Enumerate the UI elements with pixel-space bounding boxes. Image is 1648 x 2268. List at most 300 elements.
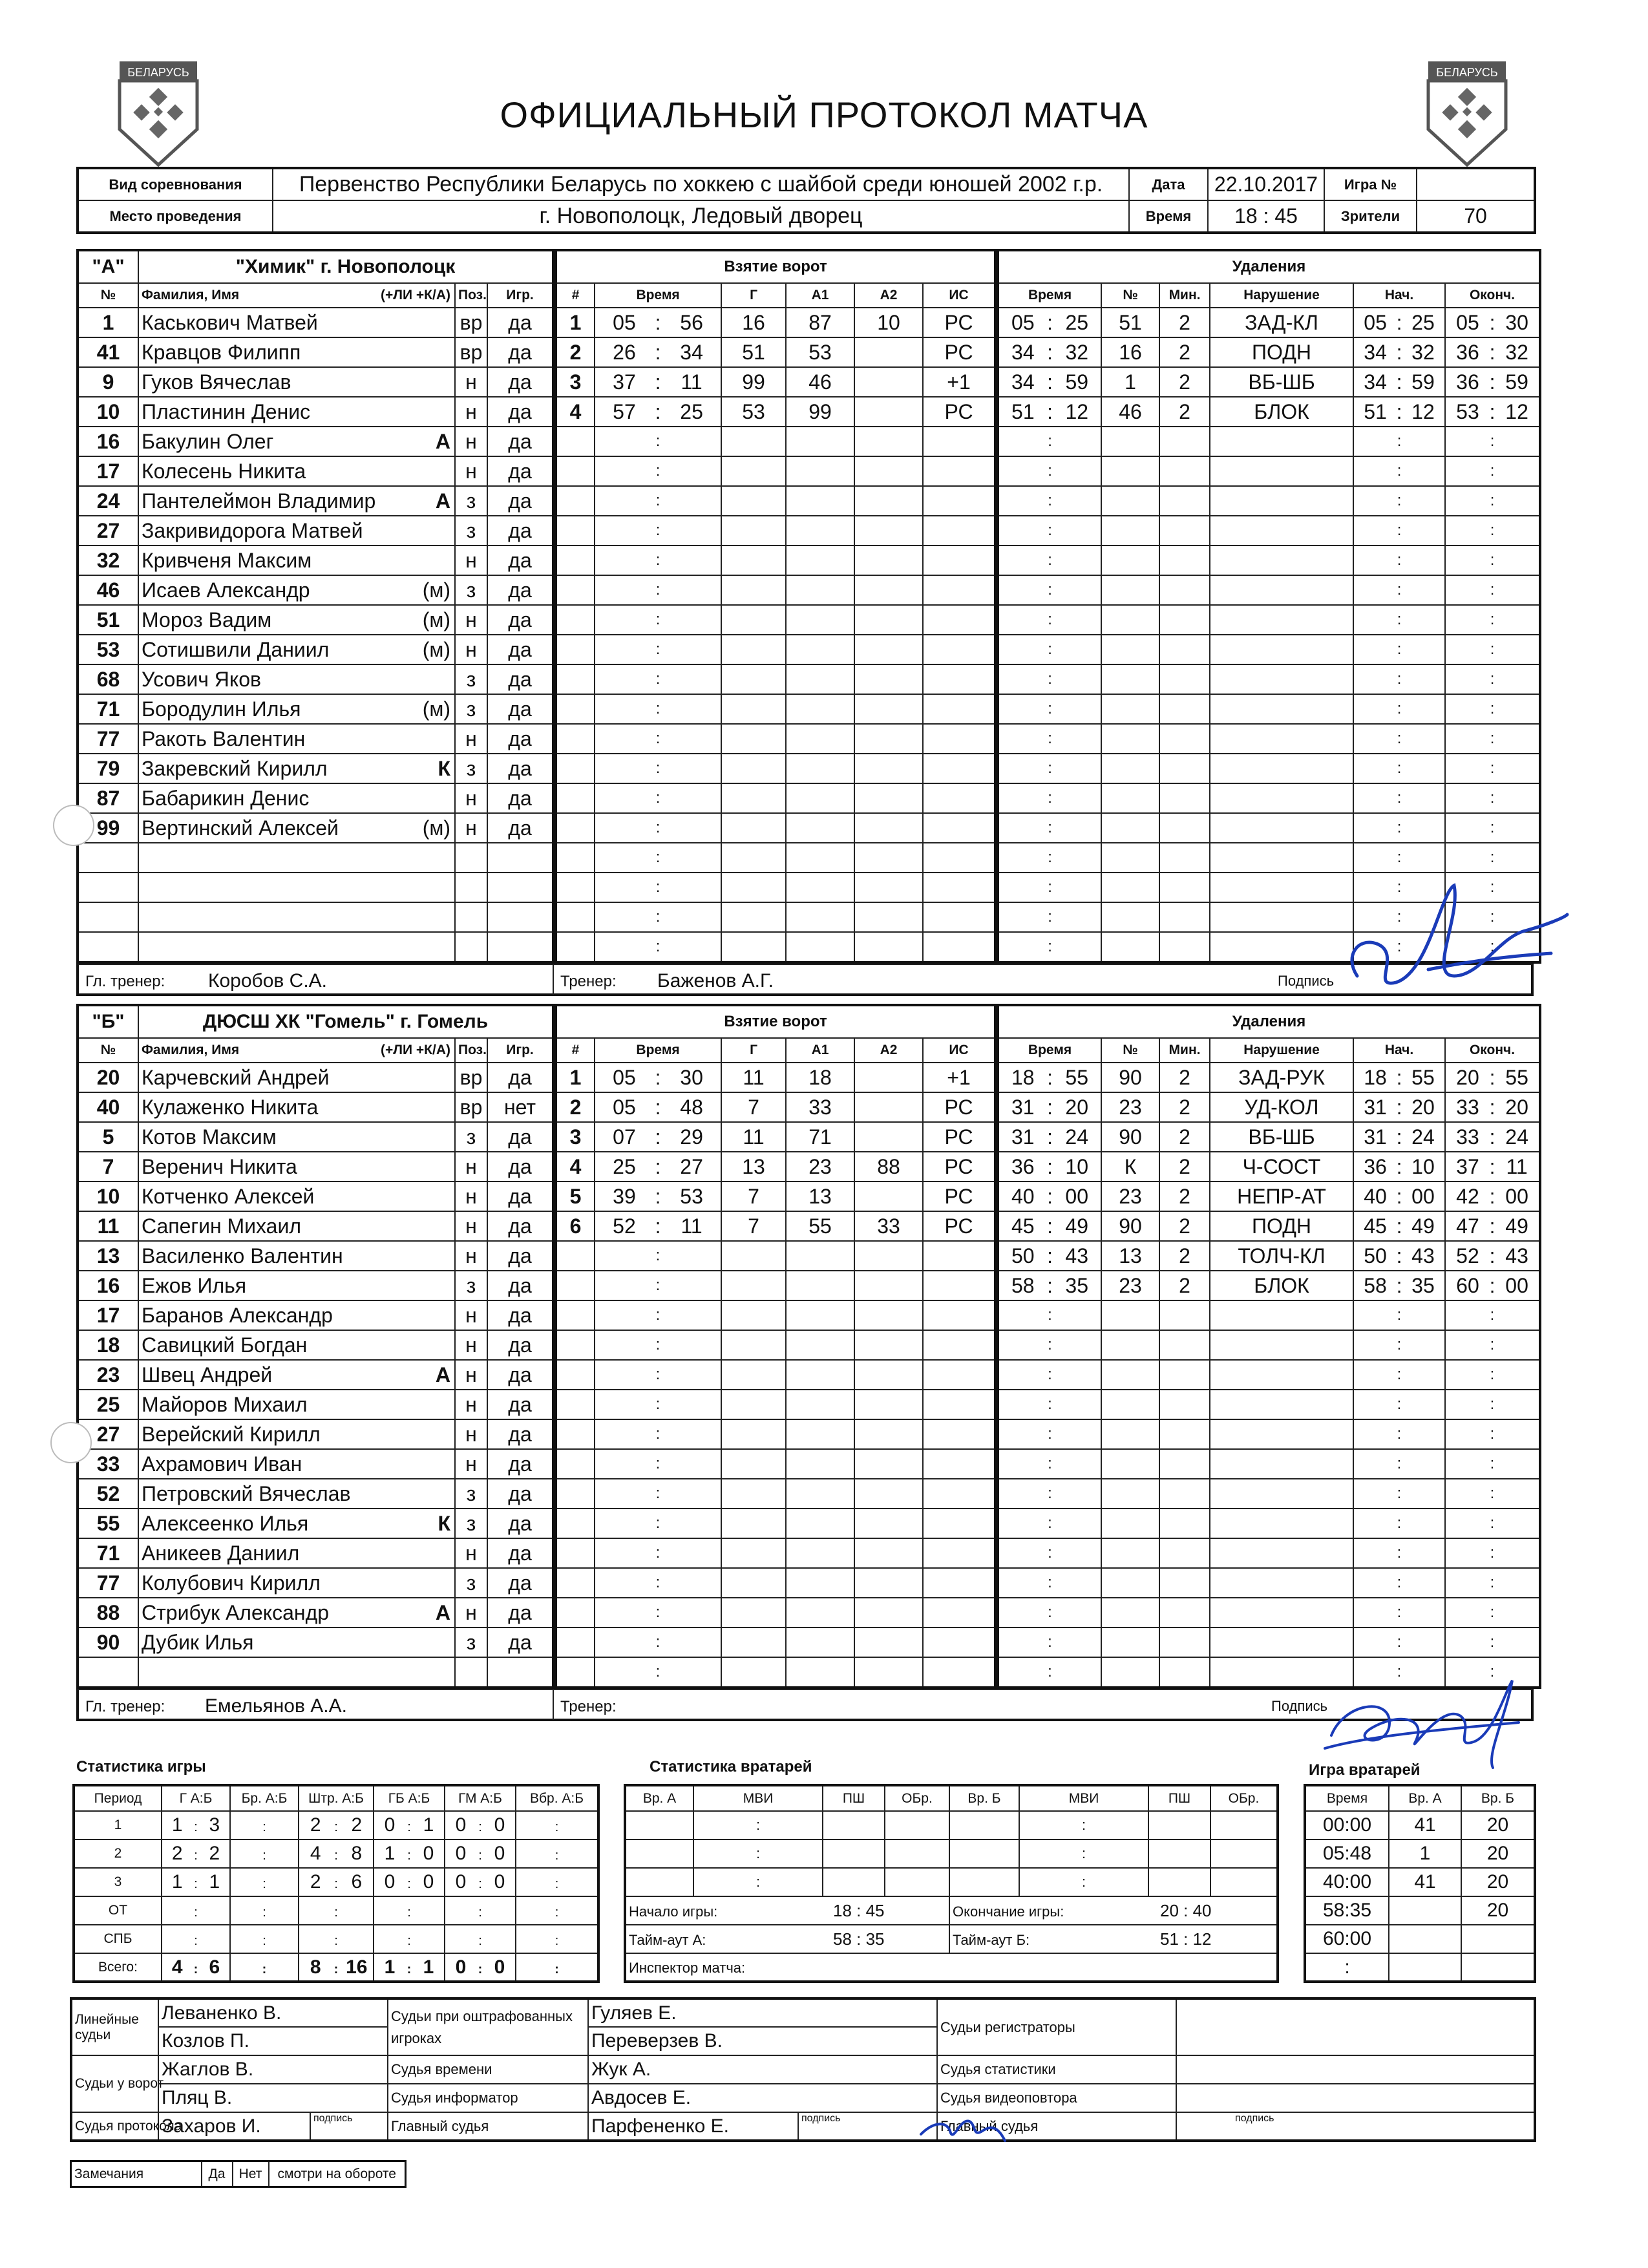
- goal-assist-1: [786, 1538, 854, 1568]
- penalty-time: [998, 1241, 1101, 1271]
- penalty-time: :: [998, 1627, 1101, 1657]
- penalty-minutes: [1159, 1657, 1210, 1688]
- player-name: [138, 694, 455, 724]
- goal-judge-1: Жаглов В.: [158, 2055, 388, 2084]
- penalty-player: [1101, 1538, 1159, 1568]
- goalie-stats-cell: :: [693, 1868, 823, 1896]
- team-a-value: 1: [384, 1956, 396, 1978]
- goalie-stats-cell: [1148, 1868, 1210, 1896]
- goal-time: [595, 337, 721, 367]
- penalty-infraction: [1210, 1419, 1353, 1449]
- penalty-end: :: [1445, 635, 1540, 664]
- penalty-player: [1101, 605, 1159, 635]
- seconds: 49: [1411, 1214, 1435, 1238]
- player-name: [138, 367, 455, 397]
- minutes: 26: [613, 340, 636, 364]
- time-colon: :: [1396, 399, 1402, 423]
- team-b-value: 2: [209, 1843, 220, 1864]
- player-flag: (м): [422, 608, 450, 631]
- penalty-minutes: 2: [1159, 397, 1210, 427]
- game-stats-row: [74, 1896, 598, 1925]
- penalty-start: :: [1353, 843, 1445, 873]
- player-played: да: [487, 783, 553, 813]
- player-position: н: [455, 813, 487, 843]
- player-number: 33: [78, 1449, 138, 1479]
- col-played: Игр.: [487, 283, 553, 308]
- period-value: [299, 1839, 374, 1868]
- player-position: н: [455, 1211, 487, 1241]
- penalty-player: [1101, 783, 1159, 813]
- player-position: н: [455, 1241, 487, 1271]
- penalty-player: [1101, 1568, 1159, 1598]
- player-name: [138, 1419, 455, 1449]
- col-no: №: [78, 283, 138, 308]
- seconds: 11: [1506, 1154, 1528, 1178]
- goalie-b: 20: [1461, 1839, 1535, 1868]
- roster-row: [78, 367, 553, 397]
- penalty-end: :: [1445, 1538, 1540, 1568]
- player-name: [138, 1360, 455, 1390]
- goal-scorer: 99: [721, 367, 786, 397]
- minutes: 36: [1364, 1154, 1387, 1178]
- game-stats-table: [72, 1784, 600, 1983]
- penalty-start: [1353, 308, 1445, 337]
- goal-time: :: [595, 1538, 721, 1568]
- penalty-end: :: [1445, 1598, 1540, 1627]
- goal-assist-2: [854, 1419, 923, 1449]
- officials-table: [70, 1997, 1536, 2142]
- penalty-minutes: [1159, 575, 1210, 605]
- penalty-minutes: [1159, 932, 1210, 962]
- penalty-row: [998, 724, 1540, 754]
- penalty-infraction: БЛОК: [1210, 1271, 1353, 1300]
- penalty-start: :: [1353, 635, 1445, 664]
- col-pen-start: Нач.: [1353, 1038, 1445, 1063]
- goalie-stats-title: Статистика вратарей: [650, 1758, 812, 1775]
- player-number: 20: [78, 1063, 138, 1092]
- player-played: да: [487, 1300, 553, 1330]
- goal-index: [556, 813, 595, 843]
- goal-scorer: [721, 1627, 786, 1657]
- timeout-a-label: Тайм-аут А:: [629, 1931, 706, 1948]
- remarks-yes[interactable]: Да: [202, 2161, 233, 2187]
- goal-assist-2: [854, 605, 923, 635]
- col-goal-idx: #: [556, 283, 595, 308]
- registrars-label: Судьи регистраторы: [937, 1998, 1176, 2055]
- referee2-label: Главный судья: [937, 2112, 1176, 2141]
- team-a-coach-label: Тренер:: [560, 973, 617, 990]
- goal-strength: РС: [923, 1122, 995, 1152]
- goal-row: [556, 367, 995, 397]
- competition-label: Вид соревнования: [78, 168, 273, 200]
- goal-index: [556, 1657, 595, 1688]
- player-name-text: Петровский Вячеслав: [142, 1481, 351, 1505]
- penalty-end: [1445, 367, 1540, 397]
- seconds: 32: [1505, 340, 1528, 364]
- goal-time: :: [595, 486, 721, 516]
- penalty-time: :: [998, 694, 1101, 724]
- col-pos: Поз.: [455, 283, 487, 308]
- time-colon: :: [1489, 1154, 1495, 1178]
- goalie-b: 20: [1461, 1868, 1535, 1896]
- penalty-row: [998, 605, 1540, 635]
- goal-row: [556, 1390, 995, 1419]
- colon: :: [334, 1849, 338, 1863]
- penalty-end: :: [1445, 932, 1540, 962]
- announcer-label: Судья информатор: [388, 2084, 588, 2112]
- penalty-row: [998, 1152, 1540, 1182]
- minutes: 58: [1011, 1273, 1035, 1297]
- venue-label: Место проведения: [78, 200, 273, 233]
- penalty-time: :: [998, 1300, 1101, 1330]
- penalty-end: :: [1445, 1509, 1540, 1538]
- goal-assist-2: [854, 1657, 923, 1688]
- penalty-row: [998, 1063, 1540, 1092]
- player-position: [455, 873, 487, 902]
- penalty-start: [1353, 1241, 1445, 1271]
- goalie-a: 1: [1389, 1839, 1461, 1868]
- goal-assist-1: [786, 902, 854, 932]
- penalty-time: :: [998, 724, 1101, 754]
- team-a-value: 0: [384, 1871, 396, 1892]
- goalie-stats-cell: [885, 1811, 949, 1839]
- player-name: [138, 337, 455, 367]
- penalty-row: [998, 308, 1540, 337]
- goal-assist-2: [854, 783, 923, 813]
- penalty-start: :: [1353, 1419, 1445, 1449]
- penalty-end: :: [1445, 694, 1540, 724]
- goal-row: [556, 843, 995, 873]
- time-colon: :: [1489, 399, 1495, 423]
- goal-assist-1: [786, 1568, 854, 1598]
- penalty-end: [1445, 1152, 1540, 1182]
- game-stats-row: [74, 1839, 598, 1868]
- goal-assist-1: [786, 575, 854, 605]
- penalty-infraction: [1210, 1449, 1353, 1479]
- goal-scorer: [721, 427, 786, 456]
- goal-assist-1: 99: [786, 397, 854, 427]
- penalty-start: :: [1353, 605, 1445, 635]
- colon: :: [407, 1962, 412, 1977]
- penalty-infraction: [1210, 516, 1353, 546]
- penalty-start: [1353, 1122, 1445, 1152]
- penalty-minutes: [1159, 754, 1210, 783]
- time-colon: :: [1396, 1125, 1402, 1149]
- player-name-text: Бородулин Илья: [142, 697, 301, 721]
- player-position: н: [455, 724, 487, 754]
- referee2-sign-label: подпись: [1176, 2112, 1535, 2141]
- player-number: 9: [78, 367, 138, 397]
- player-name: [138, 575, 455, 605]
- goal-strength: [923, 1271, 995, 1300]
- goal-scorer: [721, 783, 786, 813]
- player-name: [138, 902, 455, 932]
- period-value: [516, 1925, 598, 1953]
- remarks-no[interactable]: Нет: [233, 2161, 269, 2187]
- goal-row: [556, 575, 995, 605]
- period-value: [162, 1896, 230, 1925]
- player-played: да: [487, 1152, 553, 1182]
- player-name-text: Колесень Никита: [142, 459, 306, 483]
- penalty-start: [1353, 337, 1445, 367]
- team-b-value: 0: [494, 1814, 505, 1836]
- player-name: [138, 397, 455, 427]
- goal-assist-1: [786, 813, 854, 843]
- goalie-a: 41: [1389, 1868, 1461, 1896]
- player-played: да: [487, 664, 553, 694]
- goal-time: :: [595, 902, 721, 932]
- player-name-text: Стрибук Александр: [142, 1600, 330, 1624]
- minutes: 31: [1364, 1125, 1387, 1149]
- penalty-minutes: [1159, 1449, 1210, 1479]
- player-number: 17: [78, 1300, 138, 1330]
- remarks-table: [70, 2160, 407, 2188]
- penalty-end: :: [1445, 813, 1540, 843]
- roster-row: [78, 694, 553, 724]
- penalty-time: :: [998, 1598, 1101, 1627]
- goal-assist-2: [854, 754, 923, 783]
- goal-scorer: [721, 664, 786, 694]
- goalie-stats-row: [625, 1839, 1278, 1868]
- minutes: 05: [613, 310, 636, 334]
- penalty-minutes: [1159, 1300, 1210, 1330]
- player-name: [138, 1122, 455, 1152]
- penalty-end: :: [1445, 1300, 1540, 1330]
- goal-assist-2: [854, 1271, 923, 1300]
- goal-time: :: [595, 783, 721, 813]
- player-position: [455, 1657, 487, 1688]
- player-position: [455, 932, 487, 962]
- time-colon: :: [1489, 1095, 1495, 1119]
- player-number: 46: [78, 575, 138, 605]
- goal-strength: РС: [923, 1182, 995, 1211]
- team-b-value: 1: [423, 1814, 434, 1836]
- goal-scorer: [721, 813, 786, 843]
- time-colon: :: [655, 1095, 661, 1119]
- penalty-player: [1101, 546, 1159, 575]
- penalty-judge-1: Гуляев Е.: [588, 1998, 937, 2027]
- player-name-text: Ракоть Валентин: [142, 726, 306, 750]
- goal-row: [556, 694, 995, 724]
- roster-row: [78, 1063, 553, 1092]
- goal-assist-1: [786, 1360, 854, 1390]
- player-position: н: [455, 1330, 487, 1360]
- goalie-play-row: [1305, 1925, 1535, 1953]
- remarks-label: Замечания: [71, 2161, 202, 2187]
- seconds: 35: [1411, 1273, 1435, 1297]
- penalty-minutes: [1159, 427, 1210, 456]
- roster-row: [78, 1538, 553, 1568]
- time-colon: :: [655, 399, 661, 423]
- player-number: [78, 1657, 138, 1688]
- roster-row: [78, 873, 553, 902]
- player-played: да: [487, 694, 553, 724]
- goal-assist-2: [854, 1300, 923, 1330]
- roster-row: [78, 1568, 553, 1598]
- penalty-row: [998, 516, 1540, 546]
- player-name-text: Алексеенко Илья: [142, 1511, 309, 1535]
- goal-strength: РС: [923, 308, 995, 337]
- period-value: [230, 1925, 299, 1953]
- goal-index: [556, 1241, 595, 1271]
- period-label: СПБ: [74, 1925, 162, 1953]
- penalty-infraction: [1210, 1479, 1353, 1509]
- penalty-start: :: [1353, 932, 1445, 962]
- player-name: [138, 664, 455, 694]
- penalty-row: [998, 1271, 1540, 1300]
- penalty-infraction: [1210, 546, 1353, 575]
- period-value: [445, 1953, 516, 1982]
- goalie-play-title: Игра вратарей: [1309, 1761, 1421, 1779]
- announcer: Авдосев Е.: [588, 2084, 937, 2112]
- goal-strength: РС: [923, 397, 995, 427]
- goal-assist-1: 55: [786, 1211, 854, 1241]
- player-name-text: Гуков Вячеслав: [142, 370, 291, 394]
- player-name-text: Бабарикин Денис: [142, 786, 310, 810]
- penalty-player: [1101, 1419, 1159, 1449]
- colon: :: [262, 1905, 266, 1920]
- player-name: [138, 1568, 455, 1598]
- goal-assist-1: [786, 754, 854, 783]
- penalty-end: [1445, 1122, 1540, 1152]
- player-number: 10: [78, 397, 138, 427]
- goal-assist-2: [854, 1360, 923, 1390]
- penalty-infraction: ВБ-ШБ: [1210, 1122, 1353, 1152]
- goal-assist-2: [854, 1568, 923, 1598]
- period-value: [162, 1811, 230, 1839]
- penalty-start: :: [1353, 1449, 1445, 1479]
- penalty-end: :: [1445, 1419, 1540, 1449]
- player-name: [138, 1509, 455, 1538]
- player-name-text: Аникеев Даниил: [142, 1541, 300, 1565]
- seconds: 12: [1065, 399, 1089, 423]
- seconds: 11: [681, 1214, 703, 1238]
- goal-assist-2: [854, 1122, 923, 1152]
- penalty-start: :: [1353, 1657, 1445, 1688]
- goalie-stats-cell: [885, 1868, 949, 1896]
- penalty-player: [1101, 516, 1159, 546]
- player-played: да: [487, 1241, 553, 1271]
- player-name: [138, 1152, 455, 1182]
- roster-row: [78, 308, 553, 337]
- remarks-see-back: смотри на обороте: [269, 2161, 406, 2187]
- player-position: вр: [455, 337, 487, 367]
- colon: :: [334, 1905, 338, 1920]
- penalty-player: [1101, 1479, 1159, 1509]
- minutes: 33: [1456, 1095, 1479, 1119]
- period-value: [374, 1953, 445, 1982]
- player-position: [455, 902, 487, 932]
- goal-assist-1: [786, 932, 854, 962]
- penalty-player: [1101, 1300, 1159, 1330]
- penalty-end: :: [1445, 1390, 1540, 1419]
- time-colon: :: [1047, 370, 1053, 394]
- player-name: [138, 635, 455, 664]
- player-name-text: Кривченя Максим: [142, 548, 312, 572]
- goal-assist-2: [854, 1627, 923, 1657]
- minutes: 34: [1011, 340, 1035, 364]
- penalty-end: [1445, 1063, 1540, 1092]
- game-stats-col: Вбр. А:Б: [516, 1785, 598, 1811]
- goal-index: [556, 664, 595, 694]
- player-flag: А: [435, 1362, 450, 1386]
- goal-assist-2: [854, 1479, 923, 1509]
- seconds: 00: [1505, 1273, 1528, 1297]
- team-a-roster: [76, 249, 555, 964]
- penalty-player: [1101, 1627, 1159, 1657]
- referee-signature: [914, 2108, 1011, 2154]
- goal-row: [556, 397, 995, 427]
- goal-index: [556, 1360, 595, 1390]
- player-name-text: Сотишвили Даниил: [142, 637, 330, 661]
- seconds: 59: [1411, 370, 1435, 394]
- goal-assist-1: [786, 1300, 854, 1330]
- penalty-start: :: [1353, 1300, 1445, 1330]
- goalie-stats-cell: :: [693, 1839, 823, 1868]
- timeout-b-label: Тайм-аут Б:: [953, 1931, 1030, 1948]
- period-value: [299, 1896, 374, 1925]
- player-number: [78, 873, 138, 902]
- goal-assist-2: [854, 367, 923, 397]
- player-name-text: Швец Андрей: [142, 1362, 273, 1386]
- goal-assist-2: [854, 664, 923, 694]
- player-position: з: [455, 1122, 487, 1152]
- goal-time: :: [595, 1509, 721, 1538]
- time-colon: :: [1047, 340, 1053, 364]
- player-name-text: Дубик Илья: [142, 1630, 254, 1654]
- minutes: 36: [1456, 370, 1479, 394]
- player-played: да: [487, 486, 553, 516]
- player-played: да: [487, 1479, 553, 1509]
- minutes: 05: [1364, 310, 1387, 334]
- goalie-stats-cell: :: [1019, 1868, 1148, 1896]
- seconds: 48: [680, 1095, 703, 1119]
- team-a-head-coach-label: Гл. тренер:: [85, 973, 165, 990]
- col-flags: (+ЛИ +К/А): [381, 288, 450, 302]
- player-position: вр: [455, 1092, 487, 1122]
- penalty-player: 51: [1101, 308, 1159, 337]
- penalty-player: 13: [1101, 1241, 1159, 1271]
- penalty-row: [998, 367, 1540, 397]
- goal-row: [556, 1330, 995, 1360]
- penalty-player: 23: [1101, 1092, 1159, 1122]
- goal-scorer: [721, 1568, 786, 1598]
- player-number: 16: [78, 1271, 138, 1300]
- penalty-minutes: [1159, 783, 1210, 813]
- goal-row: [556, 1598, 995, 1627]
- colon: :: [194, 1820, 198, 1834]
- goalie-play-row: [1305, 1811, 1535, 1839]
- player-number: 40: [78, 1092, 138, 1122]
- penalty-time: :: [998, 1360, 1101, 1390]
- team-a-head-coach: Коробов С.А.: [208, 970, 328, 991]
- time-colon: :: [1396, 310, 1402, 334]
- goal-assist-2: [854, 456, 923, 486]
- penalty-end: [1445, 397, 1540, 427]
- team-b-value: 0: [423, 1871, 434, 1892]
- goal-index: 5: [556, 1182, 595, 1211]
- penalty-start: :: [1353, 1360, 1445, 1390]
- player-name: [138, 1330, 455, 1360]
- time-colon: :: [1489, 370, 1495, 394]
- goal-scorer: [721, 694, 786, 724]
- goal-time: [595, 1063, 721, 1092]
- minutes: 40: [1364, 1184, 1387, 1208]
- player-position: н: [455, 367, 487, 397]
- col-goal-time: Время: [595, 1038, 721, 1063]
- goal-row: [556, 1092, 995, 1122]
- player-name-text: Котченко Алексей: [142, 1184, 315, 1208]
